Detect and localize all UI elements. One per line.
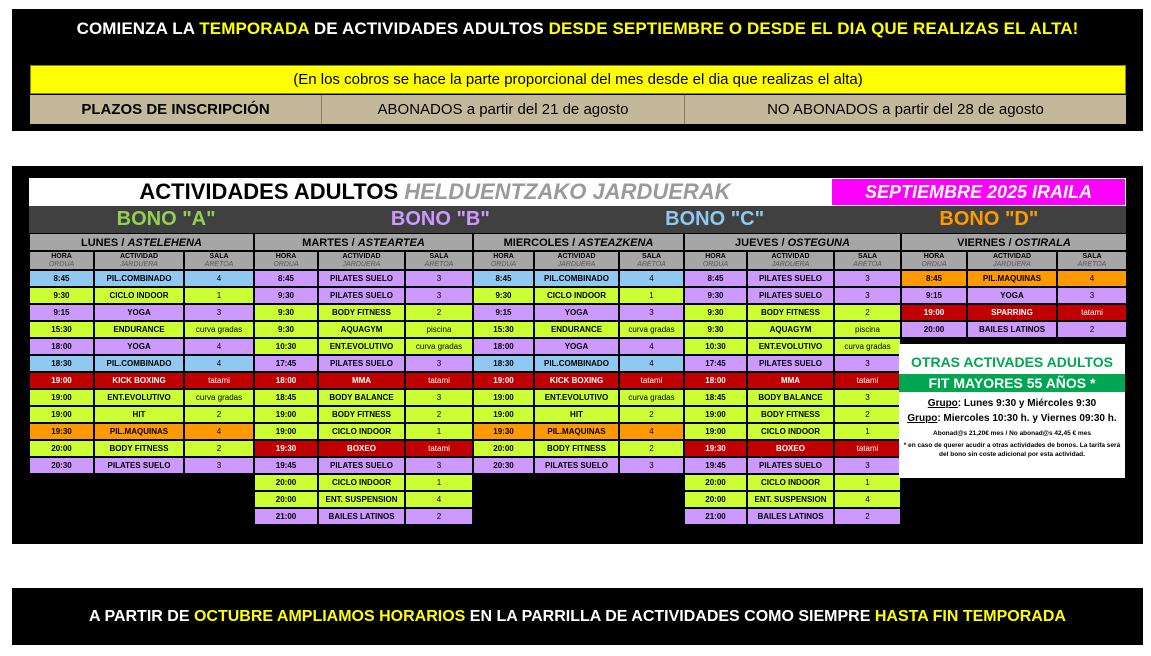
- column-header-sala: SALA ARETOA: [1057, 251, 1127, 270]
- time-cell: 9:30: [684, 321, 747, 338]
- schedule-row: [29, 355, 254, 372]
- schedule-row: [254, 270, 473, 287]
- activity-cell: AQUAGYM: [747, 321, 834, 338]
- room-cell: 3: [834, 355, 901, 372]
- activity-cell: ENT.EVOLUTIVO: [318, 338, 405, 355]
- schedule-row: [29, 287, 254, 304]
- room-cell: 4: [184, 270, 254, 287]
- column-header-hora: HORA ORDUA: [684, 251, 747, 270]
- plazos-label: PLAZOS DE INSCRIPCIÓN: [30, 95, 322, 124]
- column-header-sala: SALA ARETOA: [405, 251, 473, 270]
- activity-cell: HIT: [94, 406, 184, 423]
- room-cell: 1: [619, 287, 684, 304]
- schedule-row: [29, 372, 254, 389]
- schedule-row: [473, 355, 684, 372]
- activity-cell: YOGA: [534, 304, 619, 321]
- room-cell: 3: [405, 270, 473, 287]
- activity-cell: PIL.COMBINADO: [94, 270, 184, 287]
- schedule-row: [684, 491, 901, 508]
- activity-cell: HIT: [534, 406, 619, 423]
- column-header-sala: SALA ARETOA: [619, 251, 684, 270]
- schedule-row: [473, 338, 684, 355]
- schedule-row: [29, 389, 254, 406]
- time-cell: 10:30: [254, 338, 318, 355]
- schedule-row: [901, 321, 1127, 338]
- time-cell: 20:30: [473, 457, 534, 474]
- schedule-row: [29, 457, 254, 474]
- time-cell: 20:00: [254, 491, 318, 508]
- room-cell: tatami: [834, 440, 901, 457]
- header-banner: [12, 9, 1143, 131]
- other-activities-title: OTRAS ACTIVADES ADULTOS: [899, 344, 1125, 380]
- room-cell: curva gradas: [619, 389, 684, 406]
- time-cell: 21:00: [684, 508, 747, 525]
- activity-cell: CICLO INDOOR: [94, 287, 184, 304]
- room-cell: tatami: [619, 372, 684, 389]
- activity-cell: CICLO INDOOR: [318, 474, 405, 491]
- room-cell: 4: [184, 355, 254, 372]
- abonados-date: ABONADOS a partir del 21 de agosto: [322, 95, 685, 124]
- column-header-act: ACTIVIDAD JARDUERA: [747, 251, 834, 270]
- activity-cell: BODY BALANCE: [318, 389, 405, 406]
- time-cell: 8:45: [254, 270, 318, 287]
- column-headers: [254, 251, 473, 270]
- time-cell: 17:45: [684, 355, 747, 372]
- time-cell: 18:45: [684, 389, 747, 406]
- day-column: [473, 233, 684, 474]
- activity-cell: YOGA: [967, 287, 1057, 304]
- schedule-row: [254, 440, 473, 457]
- column-header-sala: SALA ARETOA: [184, 251, 254, 270]
- room-cell: tatami: [834, 372, 901, 389]
- schedule-row: [473, 423, 684, 440]
- room-cell: 3: [405, 457, 473, 474]
- schedule-row: [901, 287, 1127, 304]
- schedule-row: [254, 457, 473, 474]
- schedule-row: [29, 304, 254, 321]
- room-cell: 2: [1057, 321, 1127, 338]
- activity-cell: BODY FITNESS: [94, 440, 184, 457]
- time-cell: 18:00: [684, 372, 747, 389]
- activity-cell: ENDURANCE: [94, 321, 184, 338]
- schedule-panel: [12, 166, 1143, 544]
- activity-cell: KICK BOXING: [534, 372, 619, 389]
- schedule-row: [473, 389, 684, 406]
- schedule-row: [684, 304, 901, 321]
- room-cell: 4: [184, 338, 254, 355]
- room-cell: 2: [405, 304, 473, 321]
- room-cell: tatami: [184, 372, 254, 389]
- time-cell: 8:45: [901, 270, 967, 287]
- schedule-row: [684, 423, 901, 440]
- time-cell: 18:30: [29, 355, 94, 372]
- time-cell: 19:30: [684, 440, 747, 457]
- activity-cell: BAILES LATINOS: [747, 508, 834, 525]
- column-header-hora: HORA ORDUA: [29, 251, 94, 270]
- activity-cell: PILATES SUELO: [94, 457, 184, 474]
- bono-row: [29, 206, 1126, 233]
- activity-cell: BODY FITNESS: [534, 440, 619, 457]
- bono-label: BONO "A": [116, 208, 216, 230]
- time-cell: 18:45: [254, 389, 318, 406]
- schedule-row: [684, 457, 901, 474]
- time-cell: 20:00: [684, 474, 747, 491]
- activity-cell: ENT. SUSPENSION: [318, 491, 405, 508]
- schedule-row: [684, 406, 901, 423]
- schedule-row: [473, 406, 684, 423]
- schedule-row: [254, 287, 473, 304]
- room-cell: curva gradas: [184, 321, 254, 338]
- time-cell: 19:00: [684, 406, 747, 423]
- time-cell: 9:30: [684, 287, 747, 304]
- column-header-hora: HORA ORDUA: [901, 251, 967, 270]
- schedule-row: [254, 321, 473, 338]
- activity-cell: PIL.MAQUINAS: [967, 270, 1057, 287]
- column-headers: [901, 251, 1127, 270]
- activity-cell: ENT.EVOLUTIVO: [94, 389, 184, 406]
- registration-row: [30, 95, 1126, 124]
- room-cell: 4: [184, 423, 254, 440]
- activity-cell: SPARRING: [967, 304, 1057, 321]
- day-header: JUEVES / OSTEGUNA: [684, 233, 901, 251]
- room-cell: 4: [1057, 270, 1127, 287]
- schedule-title: ACTIVIDADES ADULTOS HELDUENTZAKO JARDUERAK: [29, 178, 841, 206]
- time-cell: 8:45: [684, 270, 747, 287]
- time-cell: 19:00: [29, 406, 94, 423]
- schedule-row: [684, 321, 901, 338]
- schedule-row: [684, 287, 901, 304]
- time-cell: 9:30: [684, 304, 747, 321]
- activity-cell: BODY FITNESS: [747, 304, 834, 321]
- room-cell: 3: [834, 457, 901, 474]
- activity-cell: KICK BOXING: [94, 372, 184, 389]
- time-cell: 19:30: [29, 423, 94, 440]
- room-cell: 1: [184, 287, 254, 304]
- day-header: VIERNES / OSTIRALA: [901, 233, 1127, 251]
- schedule-row: [29, 406, 254, 423]
- activity-cell: PILATES SUELO: [534, 457, 619, 474]
- time-cell: 19:00: [254, 423, 318, 440]
- time-cell: 17:45: [254, 355, 318, 372]
- activity-cell: YOGA: [534, 338, 619, 355]
- time-cell: 20:00: [29, 440, 94, 457]
- fit-55-info: [899, 392, 1125, 478]
- activity-cell: PIL.COMBINADO: [534, 355, 619, 372]
- column-header-hora: HORA ORDUA: [473, 251, 534, 270]
- schedule-row: [473, 372, 684, 389]
- time-cell: 9:30: [473, 287, 534, 304]
- schedule-row: [684, 474, 901, 491]
- schedule-row: [29, 321, 254, 338]
- activity-cell: AQUAGYM: [318, 321, 405, 338]
- schedule-row: [901, 270, 1127, 287]
- activity-cell: CICLO INDOOR: [318, 423, 405, 440]
- time-cell: 19:00: [473, 406, 534, 423]
- schedule-row: [684, 372, 901, 389]
- room-cell: 4: [834, 491, 901, 508]
- day-column: [901, 233, 1127, 338]
- column-header-act: ACTIVIDAD JARDUERA: [534, 251, 619, 270]
- time-cell: 19:00: [473, 372, 534, 389]
- schedule-row: [684, 270, 901, 287]
- no-abonados-date: NO ABONADOS a partir del 28 de agosto: [767, 101, 1044, 118]
- room-cell: 3: [834, 287, 901, 304]
- room-cell: 3: [619, 304, 684, 321]
- activity-cell: PILATES SUELO: [318, 457, 405, 474]
- time-cell: 9:15: [29, 304, 94, 321]
- time-cell: 10:30: [684, 338, 747, 355]
- activity-cell: CICLO INDOOR: [534, 287, 619, 304]
- column-headers: [473, 251, 684, 270]
- schedule-row: [254, 406, 473, 423]
- time-cell: 18:30: [473, 355, 534, 372]
- schedule-row: [254, 372, 473, 389]
- schedule-row: [684, 440, 901, 457]
- schedule-row: [684, 389, 901, 406]
- activity-cell: ENT.EVOLUTIVO: [534, 389, 619, 406]
- activity-cell: PILATES SUELO: [318, 270, 405, 287]
- fit-55-title: FIT MAYORES 55 AÑOS *: [899, 374, 1125, 392]
- time-cell: 19:00: [684, 423, 747, 440]
- month-badge: SEPTIEMBRE 2025 IRAILA: [831, 178, 1126, 206]
- day-column: [684, 233, 901, 525]
- room-cell: 3: [619, 457, 684, 474]
- day-column: [29, 233, 254, 474]
- room-cell: 1: [834, 423, 901, 440]
- time-cell: 20:30: [29, 457, 94, 474]
- schedule-row: [254, 508, 473, 525]
- room-cell: 3: [834, 270, 901, 287]
- room-cell: 2: [184, 440, 254, 457]
- room-cell: 2: [405, 508, 473, 525]
- activity-cell: ENT. SUSPENSION: [747, 491, 834, 508]
- fit-group-1: Grupo: Lunes 9:30 y Miércoles 9:30: [927, 398, 1097, 409]
- schedule-row: [684, 355, 901, 372]
- schedule-row: [473, 287, 684, 304]
- room-cell: 2: [405, 406, 473, 423]
- schedule-row: [473, 321, 684, 338]
- room-cell: 2: [834, 304, 901, 321]
- column-header-act: ACTIVIDAD JARDUERA: [318, 251, 405, 270]
- room-cell: curva gradas: [834, 338, 901, 355]
- room-cell: 2: [834, 406, 901, 423]
- column-header-act: ACTIVIDAD JARDUERA: [967, 251, 1057, 270]
- room-cell: 3: [405, 287, 473, 304]
- activity-cell: ENT.EVOLUTIVO: [747, 338, 834, 355]
- activity-cell: CICLO INDOOR: [747, 423, 834, 440]
- activity-cell: BODY FITNESS: [318, 406, 405, 423]
- bono-label: BONO "C": [665, 208, 765, 230]
- season-title: COMIENZA LA TEMPORADA DE ACTIVIDADES ADULTOS DESDE SEPTIEMBRE O DESDE EL DIA QUE REALIZAS EL ALTA!: [76, 19, 1079, 38]
- schedule-row: [254, 491, 473, 508]
- schedule-row: [684, 508, 901, 525]
- time-cell: 20:00: [254, 474, 318, 491]
- activity-cell: BAILES LATINOS: [967, 321, 1057, 338]
- time-cell: 9:15: [473, 304, 534, 321]
- schedule-row: [684, 338, 901, 355]
- room-cell: 1: [405, 423, 473, 440]
- activity-cell: YOGA: [94, 304, 184, 321]
- activity-cell: BOXEO: [318, 440, 405, 457]
- time-cell: 15:30: [473, 321, 534, 338]
- room-cell: 3: [184, 304, 254, 321]
- schedule-row: [254, 304, 473, 321]
- room-cell: 3: [1057, 287, 1127, 304]
- activity-cell: BOXEO: [747, 440, 834, 457]
- time-cell: 15:30: [29, 321, 94, 338]
- activity-cell: PILATES SUELO: [318, 355, 405, 372]
- day-header: LUNES / ASTELEHENA: [29, 233, 254, 251]
- time-cell: 21:00: [254, 508, 318, 525]
- payment-note: (En los cobros se hace la parte proporcional del mes desde el dia que realizas el alta): [30, 65, 1126, 94]
- room-cell: tatami: [405, 372, 473, 389]
- time-cell: 20:00: [901, 321, 967, 338]
- time-cell: 19:00: [29, 389, 94, 406]
- room-cell: 3: [405, 355, 473, 372]
- activity-cell: PIL.MAQUINAS: [534, 423, 619, 440]
- day-header: MARTES / ASTEARTEA: [254, 233, 473, 251]
- footer-banner: A PARTIR DE OCTUBRE AMPLIAMOS HORARIOS EN LA PARRILLA DE ACTIVIDADES COMO SIEMPRE HASTA FIN TEMPORADA: [12, 588, 1143, 645]
- schedule-row: [473, 304, 684, 321]
- column-header-act: ACTIVIDAD JARDUERA: [94, 251, 184, 270]
- time-cell: 18:00: [254, 372, 318, 389]
- room-cell: 1: [834, 474, 901, 491]
- schedule-row: [29, 423, 254, 440]
- time-cell: 9:30: [254, 304, 318, 321]
- activity-cell: BAILES LATINOS: [318, 508, 405, 525]
- day-header: MIERCOLES / ASTEAZKENA: [473, 233, 684, 251]
- activity-cell: MMA: [747, 372, 834, 389]
- room-cell: 2: [619, 440, 684, 457]
- room-cell: 4: [619, 355, 684, 372]
- time-cell: 19:00: [254, 406, 318, 423]
- schedule-row: [254, 389, 473, 406]
- activity-cell: YOGA: [94, 338, 184, 355]
- schedule-row: [254, 338, 473, 355]
- room-cell: curva gradas: [184, 389, 254, 406]
- column-header-sala: SALA ARETOA: [834, 251, 901, 270]
- time-cell: 19:00: [473, 389, 534, 406]
- time-cell: 9:30: [254, 321, 318, 338]
- bono-label: BONO "B": [390, 208, 490, 230]
- bono-label: BONO "D": [939, 208, 1039, 230]
- room-cell: 4: [405, 491, 473, 508]
- room-cell: piscina: [834, 321, 901, 338]
- schedule-row: [254, 423, 473, 440]
- time-cell: 9:30: [254, 287, 318, 304]
- room-cell: tatami: [405, 440, 473, 457]
- room-cell: 1: [405, 474, 473, 491]
- activity-cell: ENDURANCE: [534, 321, 619, 338]
- room-cell: tatami: [1057, 304, 1127, 321]
- room-cell: 4: [619, 338, 684, 355]
- room-cell: 2: [834, 508, 901, 525]
- time-cell: 19:45: [684, 457, 747, 474]
- time-cell: 19:30: [254, 440, 318, 457]
- day-column: [254, 233, 473, 525]
- activity-cell: BODY BALANCE: [747, 389, 834, 406]
- fit-group-2: Grupo: Miercoles 10:30 h. y Viernes 09:30 h.: [907, 413, 1117, 424]
- column-header-hora: HORA ORDUA: [254, 251, 318, 270]
- schedule-row: [29, 270, 254, 287]
- time-cell: 9:15: [901, 287, 967, 304]
- activity-cell: PIL.COMBINADO: [94, 355, 184, 372]
- schedule-row: [29, 440, 254, 457]
- activity-cell: PIL.COMBINADO: [534, 270, 619, 287]
- time-cell: 19:30: [473, 423, 534, 440]
- activity-cell: BODY FITNESS: [318, 304, 405, 321]
- room-cell: 4: [619, 270, 684, 287]
- schedule-row: [473, 270, 684, 287]
- room-cell: curva gradas: [405, 338, 473, 355]
- time-cell: 19:00: [901, 304, 967, 321]
- room-cell: 2: [619, 406, 684, 423]
- activity-cell: PILATES SUELO: [747, 457, 834, 474]
- room-cell: 3: [834, 389, 901, 406]
- fit-note: * en caso de querer acudir a otras actividades de bonos. La tarifa será del bono sin coste adicional por esta actividad.: [903, 442, 1121, 458]
- schedule-row: [473, 457, 684, 474]
- room-cell: 3: [184, 457, 254, 474]
- activity-cell: PILATES SUELO: [747, 287, 834, 304]
- time-cell: 18:00: [29, 338, 94, 355]
- activity-cell: CICLO INDOOR: [747, 474, 834, 491]
- fit-price: Abonad@s 21,20€ mes / No abonad@s 42,45 € mes: [933, 430, 1091, 437]
- time-cell: 20:00: [684, 491, 747, 508]
- schedule-row: [473, 440, 684, 457]
- room-cell: curva gradas: [619, 321, 684, 338]
- activity-cell: BODY FITNESS: [747, 406, 834, 423]
- activity-cell: PIL.MAQUINAS: [94, 423, 184, 440]
- schedule-row: [29, 338, 254, 355]
- activity-cell: MMA: [318, 372, 405, 389]
- column-headers: [684, 251, 901, 270]
- time-cell: 20:00: [473, 440, 534, 457]
- time-cell: 18:00: [473, 338, 534, 355]
- time-cell: 8:45: [29, 270, 94, 287]
- activity-cell: PILATES SUELO: [747, 355, 834, 372]
- time-cell: 19:45: [254, 457, 318, 474]
- room-cell: 4: [619, 423, 684, 440]
- room-cell: 2: [184, 406, 254, 423]
- activity-cell: PILATES SUELO: [318, 287, 405, 304]
- schedule-row: [254, 355, 473, 372]
- schedule-row: [901, 304, 1127, 321]
- time-cell: 19:00: [29, 372, 94, 389]
- room-cell: 3: [405, 389, 473, 406]
- time-cell: 8:45: [473, 270, 534, 287]
- room-cell: piscina: [405, 321, 473, 338]
- time-cell: 9:30: [29, 287, 94, 304]
- schedule-row: [254, 474, 473, 491]
- column-headers: [29, 251, 254, 270]
- activity-cell: PILATES SUELO: [747, 270, 834, 287]
